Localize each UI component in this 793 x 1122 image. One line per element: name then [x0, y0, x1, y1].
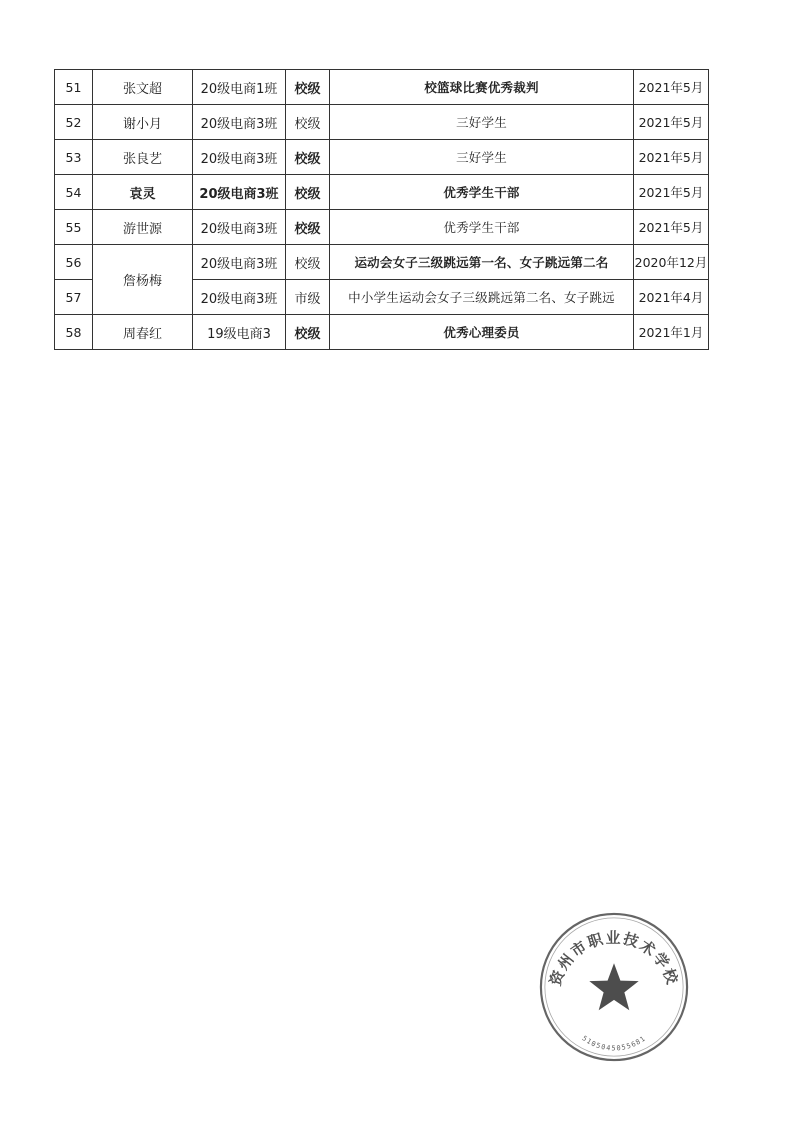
row-number: 55: [55, 210, 93, 245]
table-row: [55, 105, 709, 140]
award-title: 优秀学生干部: [330, 175, 634, 210]
table-row: [55, 70, 709, 105]
award-level: 校级: [286, 140, 330, 175]
student-name: 谢小月: [93, 105, 193, 140]
table-row: [55, 245, 709, 280]
award-level: 校级: [286, 175, 330, 210]
award-date: 2021年5月: [634, 70, 709, 105]
seal-text: 资州市职业技术学校: [547, 929, 681, 989]
row-number: 51: [55, 70, 93, 105]
award-title: 中小学生运动会女子三级跳远第二名、女子跳远: [330, 280, 634, 315]
award-date: 2020年12月: [634, 245, 709, 280]
table-row: [55, 175, 709, 210]
award-date: 2021年5月: [634, 140, 709, 175]
award-title: 校篮球比赛优秀裁判: [330, 70, 634, 105]
class-name: 20级电商3班: [193, 175, 286, 210]
student-name: 张良艺: [93, 140, 193, 175]
award-level: 校级: [286, 315, 330, 350]
award-date: 2021年4月: [634, 280, 709, 315]
award-level: 市级: [286, 280, 330, 315]
class-name: 20级电商3班: [193, 245, 286, 280]
award-title: 优秀心理委员: [330, 315, 634, 350]
table-row: [55, 315, 709, 350]
class-name: 20级电商3班: [193, 105, 286, 140]
award-date: 2021年5月: [634, 175, 709, 210]
star-icon: [589, 963, 638, 1010]
award-level: 校级: [286, 105, 330, 140]
award-title: 三好学生: [330, 140, 634, 175]
student-name: 周春红: [93, 315, 193, 350]
award-title: 优秀学生干部: [330, 210, 634, 245]
student-name: 袁灵: [93, 175, 193, 210]
awards-table: [54, 69, 709, 350]
row-number: 58: [55, 315, 93, 350]
row-number: 52: [55, 105, 93, 140]
class-name: 20级电商1班: [193, 70, 286, 105]
award-level: 校级: [286, 70, 330, 105]
student-name: 詹杨梅: [93, 245, 193, 315]
award-date: 2021年1月: [634, 315, 709, 350]
class-name: 20级电商3班: [193, 140, 286, 175]
row-number: 54: [55, 175, 93, 210]
row-number: 53: [55, 140, 93, 175]
award-title: 运动会女子三级跳远第一名、女子跳远第二名: [330, 245, 634, 280]
school-seal: [535, 908, 693, 1066]
award-title: 三好学生: [330, 105, 634, 140]
row-number: 57: [55, 280, 93, 315]
table-row: [55, 140, 709, 175]
row-number: 56: [55, 245, 93, 280]
class-name: 20级电商3班: [193, 210, 286, 245]
award-date: 2021年5月: [634, 105, 709, 140]
student-name: 游世源: [93, 210, 193, 245]
award-level: 校级: [286, 210, 330, 245]
svg-text:5105045055681: [580, 1034, 647, 1052]
table-row: [55, 210, 709, 245]
seal-code: 5105045055681: [580, 1034, 648, 1053]
class-name: 19级电商3: [193, 315, 286, 350]
award-date: 2021年5月: [634, 210, 709, 245]
award-level: 校级: [286, 245, 330, 280]
student-name: 张文超: [93, 70, 193, 105]
class-name: 20级电商3班: [193, 280, 286, 315]
